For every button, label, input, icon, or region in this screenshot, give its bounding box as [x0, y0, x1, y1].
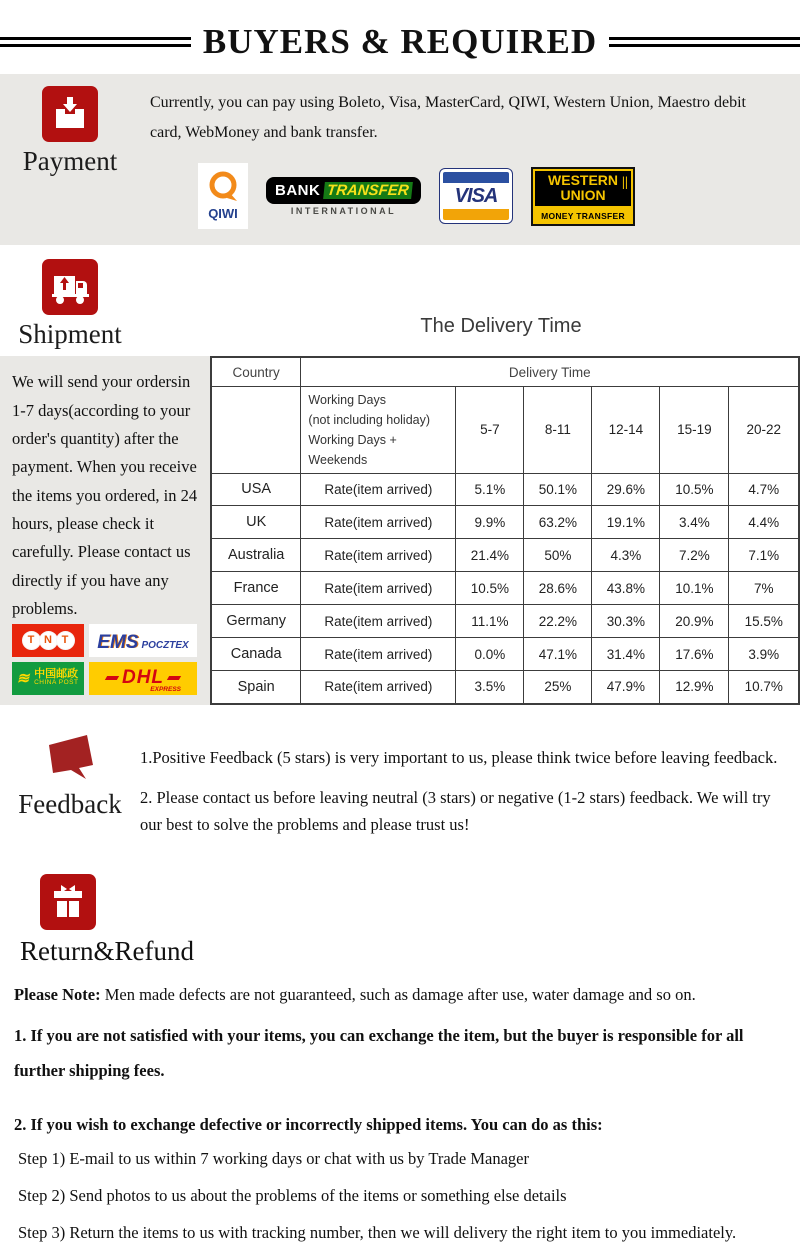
- table-row-canada: [211, 638, 799, 671]
- feedback-speech-bubble-icon: [41, 731, 99, 785]
- rate-value: 4.7%: [729, 473, 799, 506]
- western-union-bars: ||: [621, 174, 629, 190]
- rate-value: 4.4%: [729, 506, 799, 539]
- china-post-text: [34, 669, 78, 687]
- bank-transfer-international: INTERNATIONAL: [290, 205, 397, 216]
- rate-value: 5.1%: [456, 473, 524, 506]
- header-country: Country: [211, 357, 301, 387]
- tnt-letter-n: N: [39, 631, 58, 650]
- china-post-chinese: 中国邮政: [34, 667, 79, 680]
- visa-blue-band: [443, 172, 509, 183]
- qiwi-q-icon: [208, 171, 238, 205]
- table-row-uk: [211, 506, 799, 539]
- subheader-working-days: [301, 387, 456, 473]
- rate-value: 15.5%: [729, 605, 799, 638]
- shipment-note-column: [0, 356, 210, 704]
- china-post-logo: [12, 662, 84, 695]
- western-union-word-union: UNION: [560, 187, 606, 204]
- rate-value: 10.5%: [456, 572, 524, 605]
- country-name: Australia: [211, 539, 301, 572]
- rate-value: 19.1%: [592, 506, 660, 539]
- range-20-22: 20-22: [729, 387, 799, 473]
- rate-value: 7%: [729, 572, 799, 605]
- rate-value: 30.3%: [592, 605, 660, 638]
- rate-value: 50.1%: [524, 473, 592, 506]
- table-row-spain: [211, 671, 799, 704]
- return-step-3: Step 3) Return the items to us with tracking number, then we will delivery the right item to you immediately.: [18, 1223, 737, 1243]
- rate-value: 25%: [524, 671, 592, 704]
- payment-icon: [42, 86, 98, 142]
- header-rule-left: [0, 37, 191, 47]
- rate-value: 31.4%: [592, 638, 660, 671]
- delivery-area: [0, 356, 800, 704]
- rate-value: 50%: [524, 539, 592, 572]
- rate-value: 21.4%: [456, 539, 524, 572]
- header-rule-right: [609, 37, 800, 47]
- pocztex-wordmark: POCZTEX: [141, 639, 189, 651]
- rate-value: 63.2%: [524, 506, 592, 539]
- rate-value: 3.9%: [729, 638, 799, 671]
- china-post-emblem-icon: ≋: [15, 670, 32, 688]
- china-post-english: CHINA POST: [34, 679, 79, 687]
- rate-value: 20.9%: [660, 605, 729, 638]
- feedback-label: Feedback: [18, 788, 122, 819]
- shipment-note-text: We will send your ordersin 1-7 days(according to your order's quantity) after the payment. When you receive the items you ordered, in 24 hours, please check it carefully. Please contact us directly if you have any problems.: [12, 372, 198, 619]
- payment-deposit-icon: [50, 94, 90, 134]
- bank-transfer-word-transfer: TRANSFER: [323, 182, 412, 199]
- return-point-1: 1. If you are not satisfied with your items, you can exchange the item, but the buyer is responsible for all further shipping fees.: [14, 1026, 744, 1080]
- rate-value: 7.1%: [729, 539, 799, 572]
- working-days-line1: Working Days: [308, 392, 386, 407]
- visa-logo: [439, 168, 513, 224]
- bank-transfer-logo: [266, 177, 421, 216]
- carrier-logos-grid: [12, 624, 206, 697]
- table-row-australia: [211, 539, 799, 572]
- please-note-paragraph: [14, 985, 786, 1005]
- rate-label: Rate(item arrived): [301, 506, 456, 539]
- rate-value: 3.4%: [660, 506, 729, 539]
- feedback-texts: [140, 731, 800, 839]
- return-step-2: Step 2) Send photos to us about the problems of the items or something else details: [18, 1185, 567, 1205]
- truck-icon: [49, 267, 91, 307]
- tnt-letter-t2: T: [56, 631, 75, 650]
- feedback-item-2: 2. Please contact us before leaving neutral (3 stars) or negative (1-2 stars) feedback. We will try our best to solve the problems and please trust us!: [140, 787, 771, 834]
- payment-logos-row: [198, 163, 800, 229]
- shipment-icon-column: [0, 259, 140, 350]
- shipment-icon: [42, 259, 98, 315]
- country-name: Canada: [211, 638, 301, 671]
- rate-value: 11.1%: [456, 605, 524, 638]
- range-12-14: 12-14: [592, 387, 660, 473]
- return-point-2: 2. If you wish to exchange defective or incorrectly shipped items. You can do as this:: [14, 1114, 603, 1134]
- bank-transfer-word-bank: BANK: [275, 181, 321, 199]
- dhl-logo: [89, 662, 197, 695]
- payment-label: Payment: [22, 146, 118, 176]
- gift-box-icon: [48, 881, 88, 923]
- bank-transfer-badge: [266, 177, 421, 204]
- return-refund-section: [0, 874, 800, 967]
- rate-label: Rate(item arrived): [301, 473, 456, 506]
- range-15-19: 15-19: [660, 387, 729, 473]
- rate-value: 47.1%: [524, 638, 592, 671]
- payment-description: Currently, you can pay using Boleto, Visa, MasterCard, QIWI, Western Union, Maestro debit card, WebMoney and bank transfer.: [150, 94, 746, 141]
- table-subheader-row: [211, 387, 799, 473]
- rate-value: 22.2%: [524, 605, 592, 638]
- range-8-11: 8-11: [524, 387, 592, 473]
- rate-label: Rate(item arrived): [301, 605, 456, 638]
- rate-label: Rate(item arrived): [301, 638, 456, 671]
- country-name: USA: [211, 473, 301, 506]
- country-name: Germany: [211, 605, 301, 638]
- ems-wordmark: EMS: [97, 632, 139, 654]
- rate-value: 12.9%: [660, 671, 729, 704]
- western-union-money-transfer: MONEY TRANSFER: [541, 210, 625, 221]
- qiwi-logo: [198, 163, 248, 229]
- visa-gold-band: [443, 209, 509, 220]
- subheader-empty: [211, 387, 301, 473]
- return-notes: [0, 985, 800, 1246]
- rate-value: 9.9%: [456, 506, 524, 539]
- rate-value: 10.1%: [660, 572, 729, 605]
- payment-content: [140, 86, 800, 229]
- rate-value: 28.6%: [524, 572, 592, 605]
- rate-label: Rate(item arrived): [301, 671, 456, 704]
- rate-value: 7.2%: [660, 539, 729, 572]
- western-union-black-panel: [533, 169, 633, 208]
- rate-value: 10.7%: [729, 671, 799, 704]
- header-delivery-time: Delivery Time: [301, 357, 799, 387]
- return-refund-icon: [40, 874, 96, 930]
- feedback-item-1: 1.Positive Feedback (5 stars) is very important to us, please think twice before leaving feedback.: [140, 747, 778, 767]
- table-row-usa: [211, 473, 799, 506]
- working-days-line3: Working Days + Weekends: [308, 432, 397, 467]
- payment-icon-column: [0, 86, 140, 229]
- dhl-wordmark: DHL: [121, 667, 165, 689]
- western-union-logo: [531, 167, 635, 226]
- delivery-time-table: [210, 356, 800, 704]
- visa-wordmark: VISA: [454, 184, 498, 207]
- delivery-time-title: The Delivery Time: [420, 315, 582, 338]
- rate-label: Rate(item arrived): [301, 572, 456, 605]
- rate-value: 43.8%: [592, 572, 660, 605]
- page-title: BUYERS & REQUIRED: [202, 22, 598, 61]
- table-row-germany: [211, 605, 799, 638]
- rate-value: 0.0%: [456, 638, 524, 671]
- dhl-left-bar: [105, 676, 119, 680]
- shipment-section: [0, 259, 800, 350]
- rate-label: Rate(item arrived): [301, 539, 456, 572]
- rate-value: 3.5%: [456, 671, 524, 704]
- return-refund-label: Return&Refund: [20, 936, 194, 967]
- please-note-text: Men made defects are not guaranteed, such as damage after use, water damage and so on.: [100, 985, 696, 1005]
- qiwi-wordmark: QIWI: [208, 206, 238, 222]
- return-step-1: Step 1) E-mail to us within 7 working days or chat with us by Trade Manager: [18, 1148, 529, 1168]
- working-days-line2: (not including holiday): [308, 412, 431, 427]
- country-name: Spain: [211, 671, 301, 704]
- range-5-7: 5-7: [456, 387, 524, 473]
- rate-value: 4.3%: [592, 539, 660, 572]
- please-note-bold: Please Note:: [14, 985, 101, 1005]
- page-header: [0, 0, 800, 62]
- rate-value: 29.6%: [592, 473, 660, 506]
- rate-value: 10.5%: [660, 473, 729, 506]
- rate-value: 47.9%: [592, 671, 660, 704]
- western-union-word-western: WESTERN: [548, 171, 619, 188]
- tnt-logo: [12, 624, 84, 657]
- ems-pocztex-logo: [89, 624, 197, 657]
- country-name: UK: [211, 506, 301, 539]
- rate-value: 17.6%: [660, 638, 729, 671]
- country-name: France: [211, 572, 301, 605]
- table-header-row: [211, 357, 799, 387]
- feedback-icon-column: [0, 731, 140, 839]
- tnt-letter-t1: T: [22, 631, 41, 650]
- feedback-section: [0, 731, 800, 839]
- shipment-label: Shipment: [18, 319, 122, 350]
- table-row-france: [211, 572, 799, 605]
- dhl-express: EXPRESS: [150, 685, 181, 693]
- dhl-right-bar: [167, 676, 181, 680]
- payment-section: [0, 74, 800, 245]
